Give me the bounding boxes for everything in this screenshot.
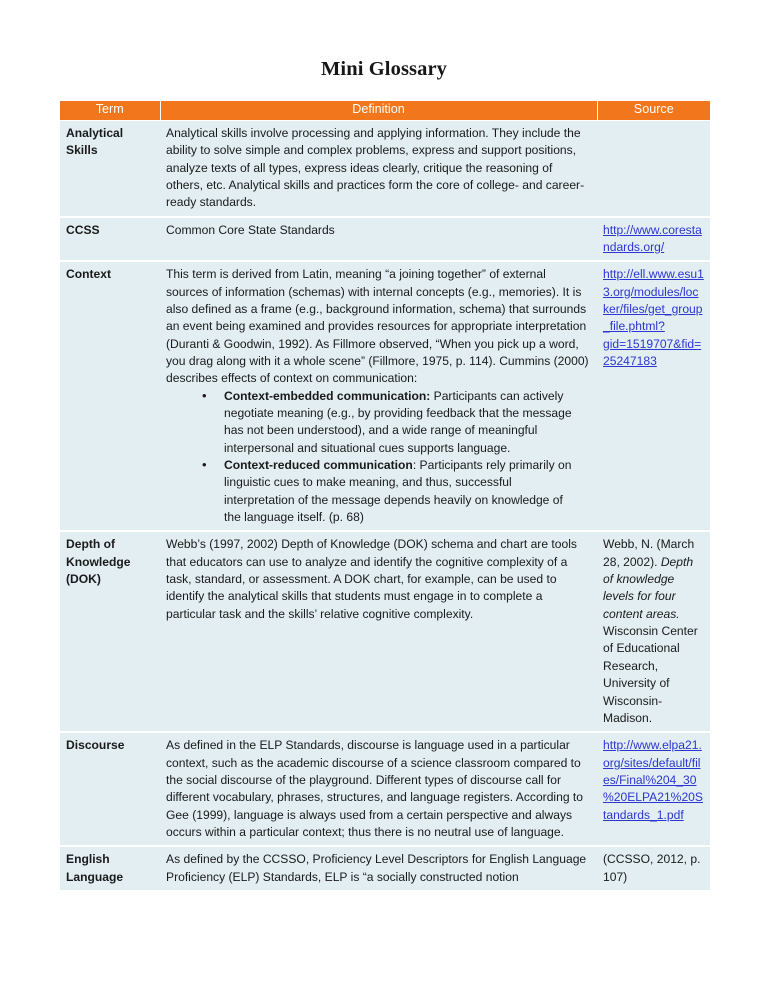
source-text-part: Wisconsin Center of Educational Research, University of Wisconsin-Madison.	[603, 624, 698, 725]
source-cell-discourse	[597, 732, 710, 846]
source-text-part: Webb, N. (March 28, 2002).	[603, 537, 695, 569]
definition-cell-english-language: As defined by the CCSSO, Proficiency Level Descriptors for English Language Proficiency (ELP) Standards, ELP is “a socially constructed notion	[160, 846, 597, 890]
term-cell-ccss: CCSS	[60, 217, 160, 262]
glossary-table	[60, 101, 710, 890]
term-cell-discourse: Discourse	[60, 732, 160, 846]
term-cell-context: Context	[60, 261, 160, 531]
table-row	[60, 120, 710, 216]
table-body	[60, 120, 710, 890]
definition-cell-context	[160, 261, 597, 531]
column-header-definition: Definition	[160, 101, 597, 120]
table-row	[60, 261, 710, 531]
bullet-body-text: Participants can actively negotiate meaning (e.g., by providing feedback that the message has not been understood), and a wide range of meaningful interpersonal and situational cues supports language.	[224, 388, 572, 455]
term-cell-english-language: English Language	[60, 846, 160, 890]
table-row	[60, 531, 710, 732]
source-cell-analytical-skills	[597, 120, 710, 216]
table-header	[60, 101, 710, 120]
table-row	[60, 217, 710, 262]
source-cell-english-language: (CCSSO, 2012, p. 107)	[597, 846, 710, 890]
definition-cell-depth-of-knowledge: Webb’s (1997, 2002) Depth of Knowledge (DOK) schema and chart are tools that educators can use to analyze and identify the cognitive complexity of a task, standard, or assessment. A DOK chart, for example, can be used to identify the analytical skills that students must engage in to complete a particular task and the skills’ relative cognitive complexity.	[160, 531, 597, 732]
bullet-lead-label: Context-embedded communication:	[224, 388, 431, 403]
list-item	[202, 388, 591, 457]
definition-cell-discourse: As defined in the ELP Standards, discourse is language used in a particular context, such as the academic discourse of a science classroom compared to the social discourse of the playground. Different types of discourse call for different vocabulary, phrases, structures, and language registers. According to Gee (1999), language is always used from a certain perspective and always occurs within a particular context; thus there is no neutral use of language.	[160, 732, 597, 846]
definition-paragraph: This term is derived from Latin, meaning “a joining together” of external sources of information (schemas) with internal concepts (e.g., memories). It is also defined as a frame (e.g., background information, schema) that surrounds an event being examined and provides resources for appropriate interpretation (Duranti & Goodwin, 1992). As Fillmore observed, “When you pick up a word, you drag along with it a whole scene” (Fillmore, 1975, p. 114). Cummins (2000) describes effects of context on communication:	[166, 267, 589, 386]
column-header-term: Term	[60, 101, 160, 120]
list-item	[202, 457, 591, 526]
term-cell-analytical-skills: Analytical Skills	[60, 120, 160, 216]
page-title: Mini Glossary	[320, 58, 447, 80]
source-link-context[interactable]: http://ell.www.esu13.org/modules/locker/files/get_group_file.phtml?gid=1519707&fid=25247183	[603, 267, 704, 368]
term-cell-depth-of-knowledge: Depth of Knowledge (DOK)	[60, 531, 160, 732]
column-header-source: Source	[597, 101, 710, 120]
source-link-ccss[interactable]: http://www.corestandards.org/	[603, 222, 702, 254]
source-text-part-italic: Depth of knowledge levels for four content areas.	[603, 554, 694, 621]
source-cell-ccss	[597, 217, 710, 262]
table-row	[60, 846, 710, 890]
source-cell-depth-of-knowledge	[597, 531, 710, 732]
source-cell-context	[597, 261, 710, 531]
source-link-discourse[interactable]: http://www.elpa21.org/sites/default/files/Final%204_30%20ELPA21%20Standards_1.pdf	[603, 738, 703, 822]
definition-cell-analytical-skills: Analytical skills involve processing and applying information. They include the ability to solve simple and complex problems, express and support positions, analyze texts of all types, express ideas clearly, critique the reasoning of others, etc. Analytical skills and practices form the core of college- and career-ready standards.	[160, 120, 597, 216]
bullet-lead-label: Context-reduced communication	[224, 458, 413, 473]
bullet-body-text: : Participants rely primarily on linguistic cues to make meaning, and thus, successful interpretation of the message depends heavily on knowledge of the language itself. (p. 68)	[224, 458, 572, 525]
context-bullet-list	[166, 388, 591, 527]
definition-cell-ccss: Common Core State Standards	[160, 217, 597, 262]
table-row	[60, 732, 710, 846]
table-header-row	[60, 101, 710, 120]
